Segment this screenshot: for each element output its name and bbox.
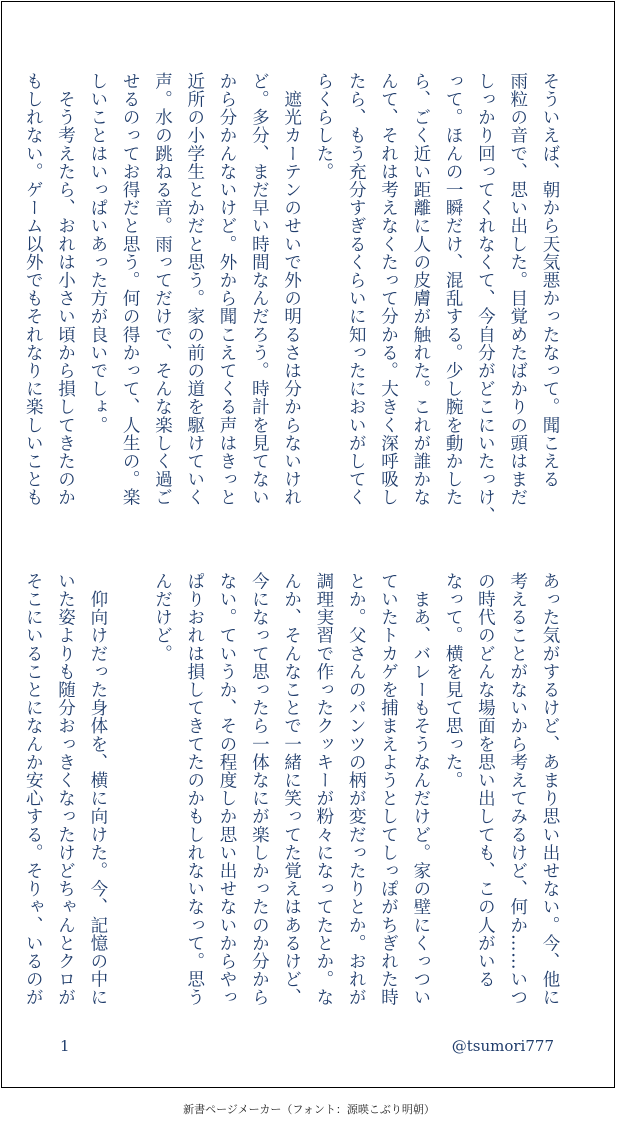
author-handle: @tsumori777 bbox=[451, 1037, 554, 1055]
footer-credit: 新書ページメーカー（フォント：源暎こぶり明朝） bbox=[183, 1103, 435, 1116]
page-frame bbox=[1, 1, 615, 1088]
body-text-top: そういえば、朝から天気悪かったなって。聞こえる 雨粒の音で、思い出した。目覚めたばかりの頭はまだ しっかり回ってくれなくて、今自分がどこにいたっけ、 って。ほんの一瞬だけ、混乱する。少し腕を動かした ら、ごく近い距離に人の皮膚が触れた。これが誰かな んて、それは考えなくたって分かる。大きく深呼吸し たら、もう充分すぎるくらいに知ったにおいがしてく らくらした。 遮光カーテンのせいで外の明るさは分からないけれ ど。多分、まだ早い時間なんだろう。時計を見てない から分かんないけど。外から聞こえてくる声はきっと 近所の小学生とかだと思う。家の前の道を駆けていく 声。水の跳ねる音。雨ってだけで、そんな楽しく過ご せるのってお得だと思う。何の得かって、人生の。楽 しいことはいっぱいあった方が良いでしょ。 そう考えたら、おれは小さい頃から損してきたのか もしれない。ゲーム以外でもそれなりに楽しいことも bbox=[23, 72, 560, 525]
page-number: 1 bbox=[60, 1037, 70, 1055]
body-text-bottom: あった気がするけど、あまり思い出せない。今、他に 考えることがないから考えてみるけど、何か……いつ の時代のどんな場面を思い出しても、この人がいる なって。横を見て思った。 まあ、バレーもそうなんだけど。家の壁にくっつい ていたトカゲを捕まえようとしてしっぽがちぎれた時 とか。父さんのパンツの柄が変だったりとか。おれが 調理実習で作ったクッキーが粉々になってたとか。な んか、そんなことで一緒に笑ってた覚えはあるけど、 今になって思ったら一体なにが楽しかったのか分から ない。ていうか、その程度しか思い出せないからやっ ぱりおれは損してきてたのかもしれないなって。思う んだけど。 仰向けだった身体を、横に向けた。今、記憶の中に いた姿よりも随分おっきくなったけどちゃんとクロが そこにいることになんか安心する。そりゃ、いるのが bbox=[23, 572, 560, 1007]
